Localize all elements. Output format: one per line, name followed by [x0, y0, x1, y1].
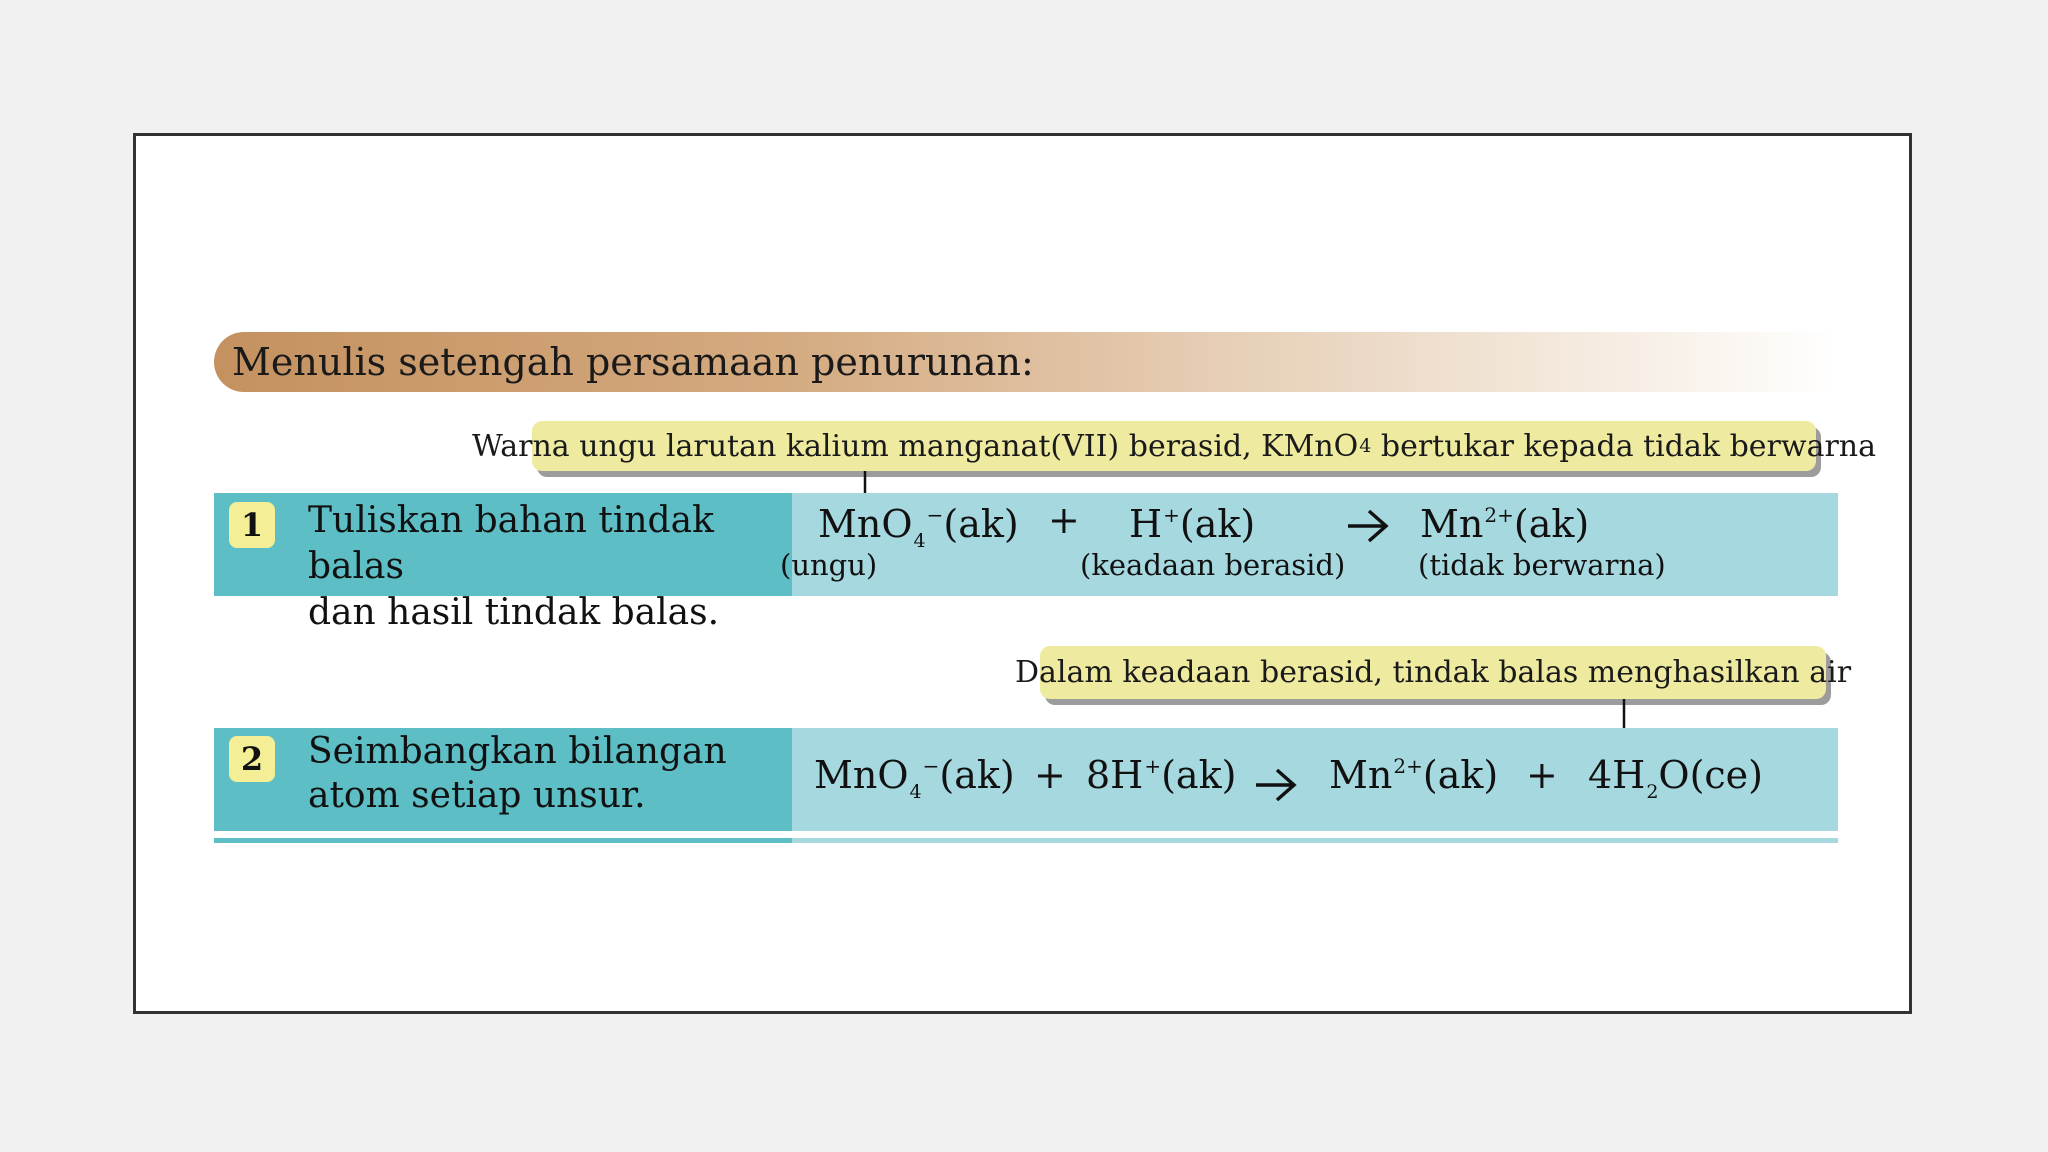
step-1-instruction [308, 498, 788, 636]
eq1-p-base: Mn [1420, 502, 1484, 546]
eq1-plus: + [1048, 498, 1080, 542]
eq2-product-water [1588, 753, 1763, 803]
step-2-underline-left [214, 838, 792, 843]
eq1-r2-charge: + [1163, 503, 1180, 527]
eq2-product-manganese-ion [1329, 753, 1498, 797]
eq2-p2-post: O(ce) [1658, 753, 1763, 797]
eq2-r2-charge: + [1144, 754, 1162, 778]
step-1-line2: dan hasil tindak balas. [308, 592, 720, 633]
eq1-product-manganese-ion [1420, 502, 1589, 546]
eq2-reactant-hydrogen-ion [1086, 753, 1236, 797]
step-2-badge: 2 [229, 736, 275, 782]
eq2-r1-charge: − [922, 754, 940, 778]
eq2-r2-base: 8H [1086, 753, 1144, 797]
callout-water-formed: Dalam keadaan berasid, tindak balas menghasilkan air [1040, 646, 1826, 699]
eq2-plus-1: + [1034, 753, 1066, 797]
eq1-r1-state: (ak) [943, 502, 1019, 546]
eq1-reactant-hydrogen-ion [1129, 502, 1255, 546]
step-1-badge: 1 [229, 502, 275, 548]
eq1-p-state: (ak) [1513, 502, 1590, 546]
eq2-p1-state: (ak) [1422, 753, 1499, 797]
step-2-instruction [308, 730, 788, 818]
eq2-p1-charge: 2+ [1393, 754, 1423, 778]
eq1-r1-sub: 4 [913, 530, 926, 552]
eq2-reaction-arrow [136, 136, 146, 146]
callout-colour-change: Warna ungu larutan kalium manganat(VII) berasid, KMnO 4 bertukar kepada tidak berwarna [532, 421, 1816, 471]
eq1-r2-base: H [1129, 502, 1163, 546]
eq2-r1-state: (ak) [939, 753, 1015, 797]
eq2-plus-2: + [1526, 753, 1558, 797]
callout-colour-change-end: bertukar kepada tidak berwarna [1371, 428, 1876, 464]
eq1-p-charge: 2+ [1484, 503, 1514, 527]
step-2-line2: atom setiap unsur. [308, 775, 646, 816]
callout-colour-change-text: Warna ungu larutan kalium manganat(VII) berasid, KMnO [472, 428, 1359, 464]
step-2-underline-right [792, 838, 1838, 843]
eq2-p2-sub: 2 [1646, 781, 1659, 803]
step-1-line1: Tuliskan bahan tindak balas [308, 500, 714, 587]
eq1-note-purple: (ungu) [780, 548, 878, 582]
eq2-reactant-permanganate [814, 753, 1015, 803]
eq2-r1-sub: 4 [909, 781, 922, 803]
eq2-r1-base: MnO [814, 753, 909, 797]
eq2-r2-state: (ak) [1161, 753, 1237, 797]
eq1-r1-base: MnO [818, 502, 913, 546]
eq1-reactant-permanganate [818, 502, 1019, 552]
eq1-note-colourless: (tidak berwarna) [1418, 548, 1666, 582]
eq1-r2-state: (ak) [1179, 502, 1256, 546]
eq1-r1-charge: − [926, 503, 944, 527]
eq2-p1-base: Mn [1329, 753, 1393, 797]
heading-title: Menulis setengah persamaan penurunan: [232, 340, 1034, 384]
eq2-p2-pre: 4H [1588, 753, 1646, 797]
step-2-line1: Seimbangkan bilangan [308, 731, 727, 772]
content-frame [133, 133, 1912, 1014]
eq1-note-acidic: (keadaan berasid) [1080, 548, 1346, 582]
